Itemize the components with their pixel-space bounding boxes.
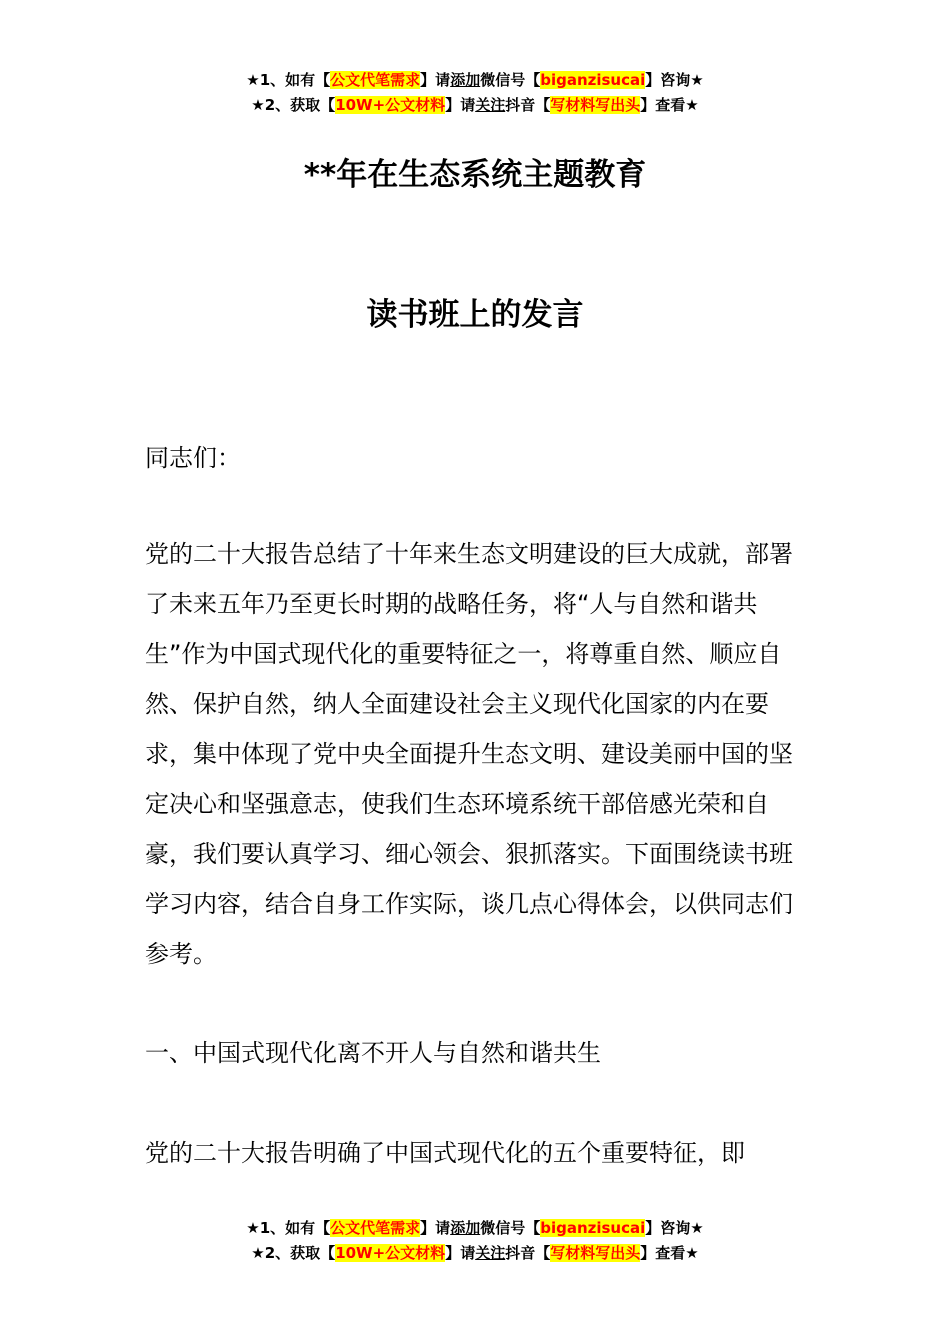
banner-line-2 — [0, 1241, 950, 1266]
banner-text: 】咨询★ — [645, 71, 704, 89]
banner-text: ★1、如有【 — [246, 1219, 331, 1237]
banner-text: 】查看★ — [640, 1244, 699, 1262]
banner-underlined: 关注 — [475, 1244, 506, 1262]
banner-text: ★2、获取【 — [251, 96, 336, 114]
salutation: 同志们： — [145, 444, 241, 472]
banner-text: 】请 — [445, 96, 476, 114]
banner-text: 】咨询★ — [645, 1219, 704, 1237]
banner-text: 】请 — [445, 1244, 476, 1262]
banner-text: 】查看★ — [640, 96, 699, 114]
paragraph-2: 党的二十大报告明确了中国式现代化的五个重要特征，即 — [145, 1139, 745, 1167]
banner-highlight: 写材料写出头 — [550, 96, 641, 114]
banner-highlight: 10W+公文材料 — [335, 1244, 446, 1262]
header-banner — [0, 68, 950, 118]
paragraph-1: 党的二十大报告总结了十年来生态文明建设的巨大成就，部署了未来五年乃至更长时期的战略任务，将“人与自然和谐共生”作为中国式现代化的重要特征之一，将尊重自然、顺应自然、保护自然，纳人全面建设社会主义现代化国家的内在要求，集中体现了党中央全面提升生态文明、建设美丽中国的坚定决心和坚强意志，使我们生态环境系统干部倍感光荣和自豪，我们要认真学习、细心领会、狠抓落实。下面围绕读书班学习内容，结合自身工作实际，谈几点心得体会，以供同志们参考。 — [145, 540, 793, 968]
banner-highlight: 10W+公文材料 — [335, 96, 446, 114]
banner-line-1 — [0, 1216, 950, 1241]
banner-highlight: 写材料写出头 — [550, 1244, 641, 1262]
section-heading-1: 一、中国式现代化离不开人与自然和谐共生 — [145, 1039, 601, 1067]
banner-highlight: biganzisucai — [540, 71, 646, 89]
banner-line-1 — [0, 68, 950, 93]
banner-highlight: biganzisucai — [540, 1219, 646, 1237]
banner-text: 微信号【 — [480, 1219, 541, 1237]
footer-banner — [0, 1216, 950, 1266]
banner-underlined: 关注 — [475, 96, 506, 114]
banner-text: ★1、如有【 — [246, 71, 331, 89]
banner-text: 抖音【 — [505, 1244, 551, 1262]
banner-line-2 — [0, 93, 950, 118]
banner-text: 微信号【 — [480, 71, 541, 89]
document-title-line-1: **年在生态系统主题教育 — [303, 157, 647, 193]
banner-highlight: 公文代笔需求 — [330, 71, 421, 89]
banner-text: ★2、获取【 — [251, 1244, 336, 1262]
banner-underlined: 添加 — [450, 1219, 481, 1237]
banner-text: 抖音【 — [505, 96, 551, 114]
banner-text: 】请 — [420, 1219, 451, 1237]
document-title-line-2: 读书班上的发言 — [366, 297, 584, 333]
banner-highlight: 公文代笔需求 — [330, 1219, 421, 1237]
banner-text: 】请 — [420, 71, 451, 89]
banner-underlined: 添加 — [450, 71, 481, 89]
